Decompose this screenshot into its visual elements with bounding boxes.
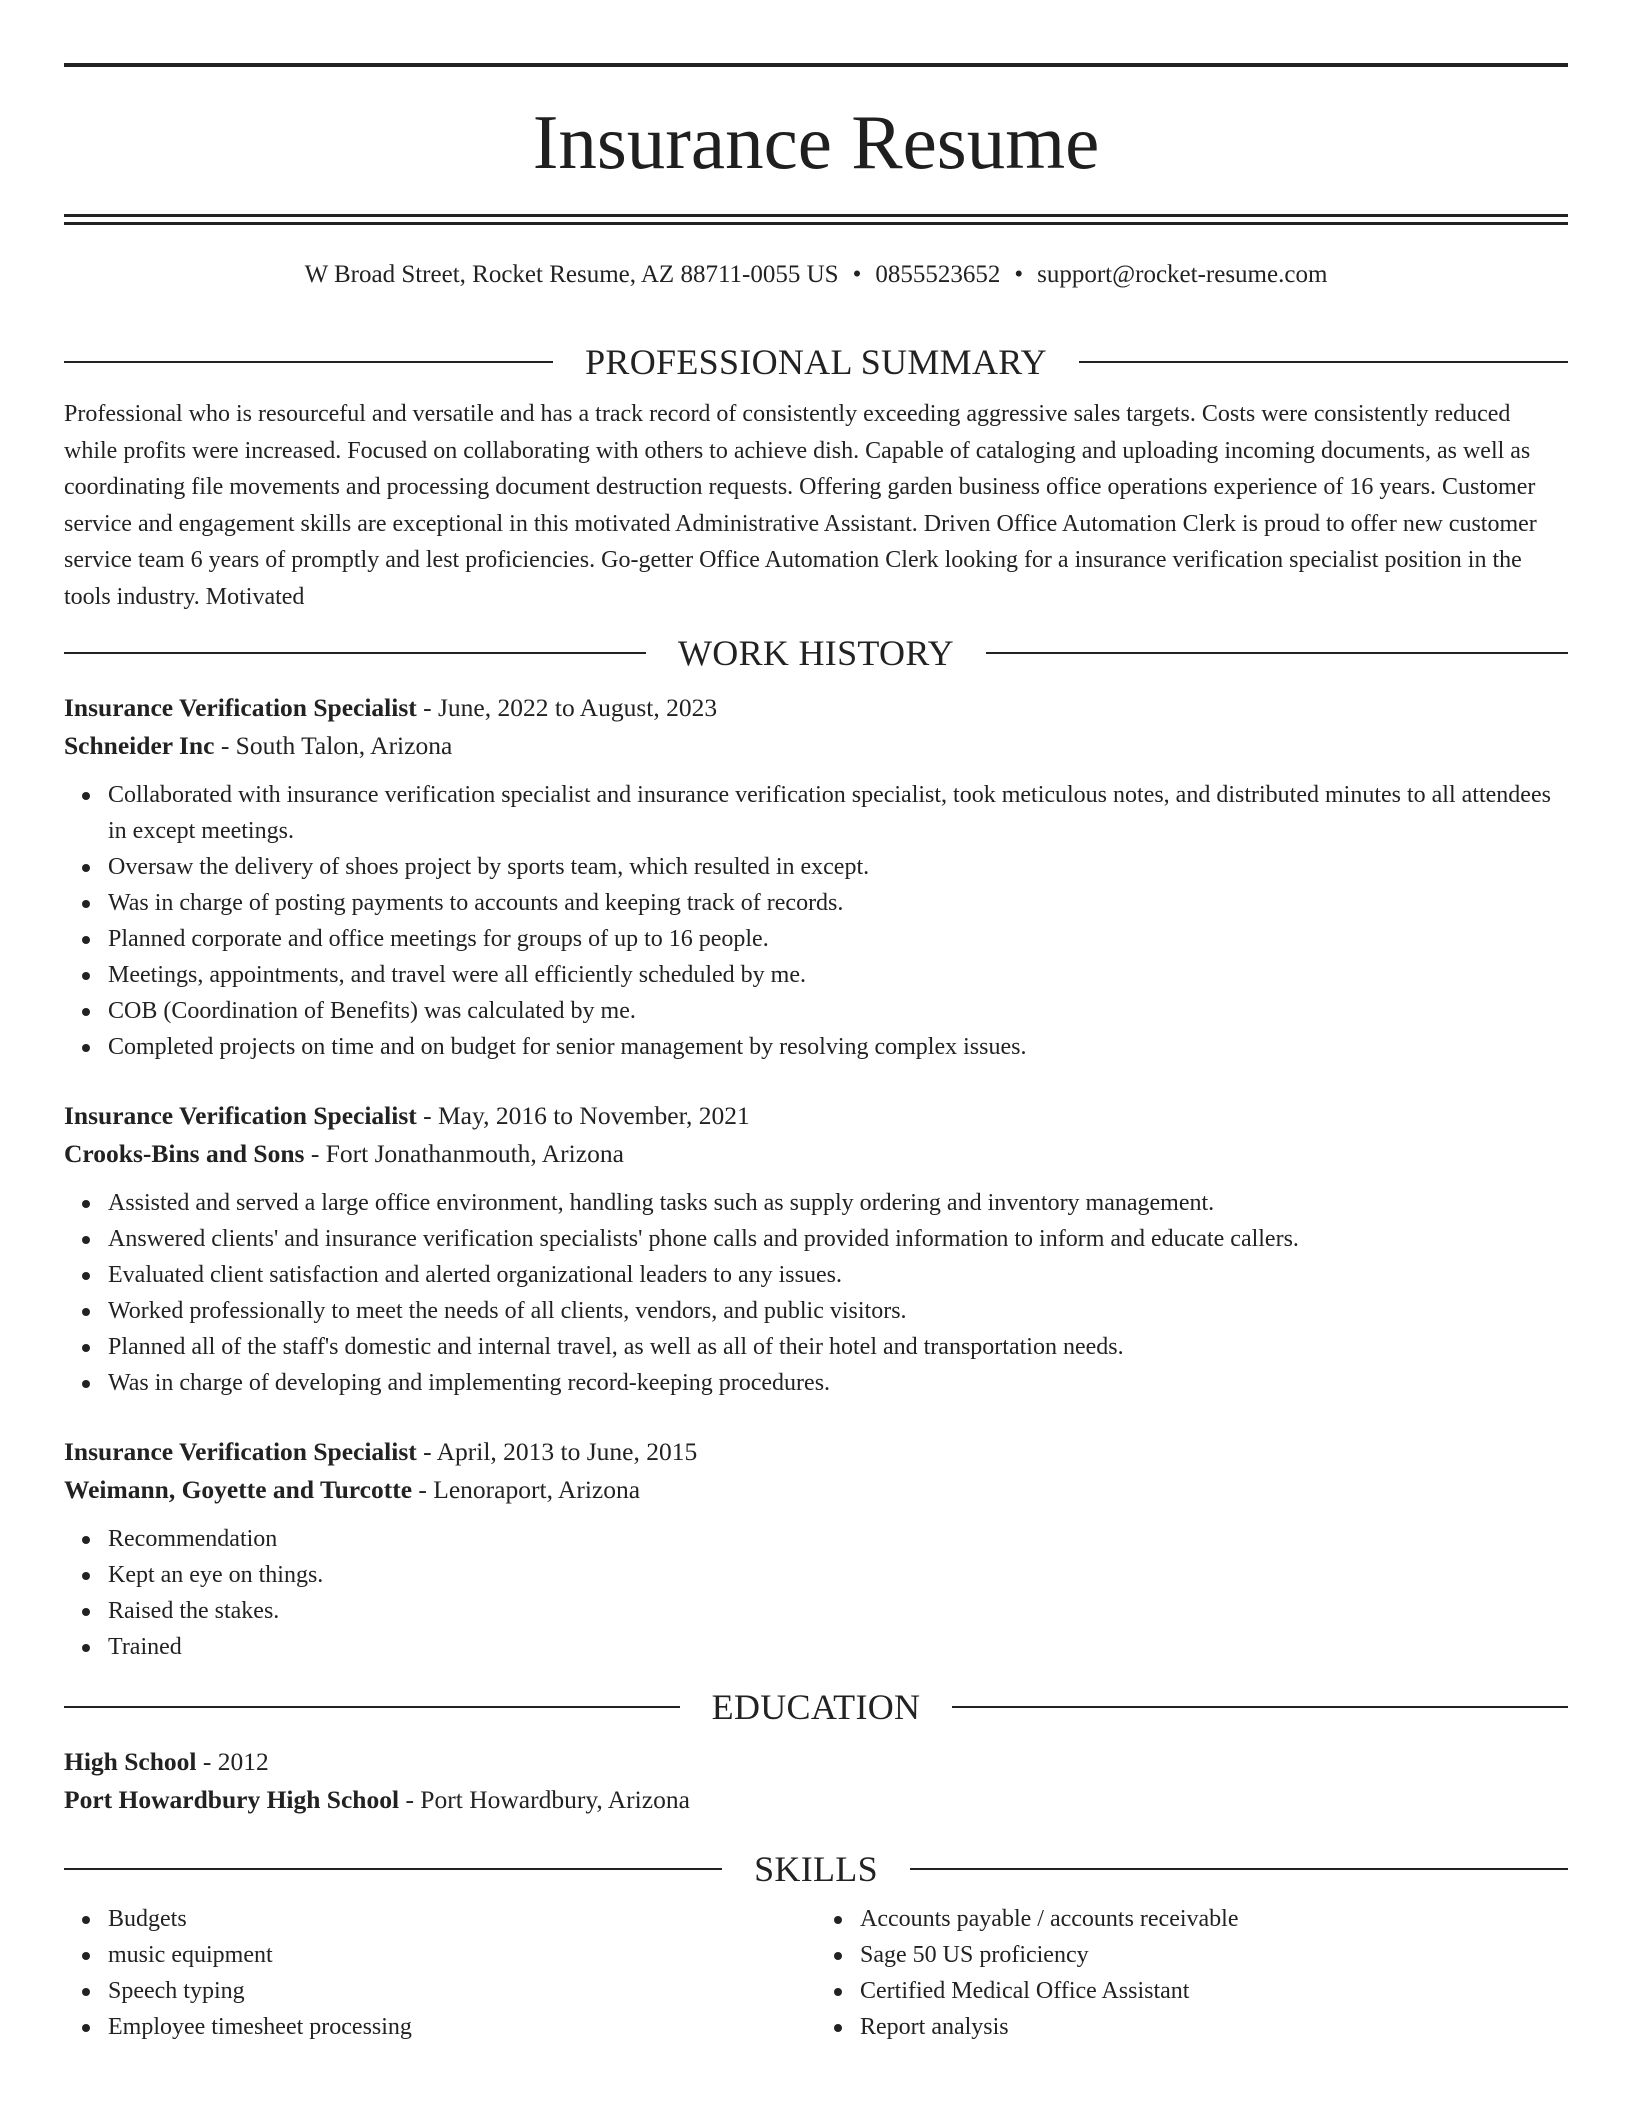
skills-column-right: [816, 1901, 1568, 2045]
list-item: Assisted and served a large office environment, handling tasks such as supply ordering and inventory management.: [108, 1185, 1568, 1221]
education-year: - 2012: [196, 1747, 269, 1776]
section-title: SKILLS: [754, 1849, 878, 1889]
section-title: EDUCATION: [711, 1687, 921, 1727]
list-item: Recommendation: [108, 1521, 1568, 1557]
job-location: - Fort Jonathanmouth, Arizona: [304, 1139, 624, 1168]
heading-rule: [986, 652, 1568, 654]
job-company: Schneider Inc: [64, 731, 215, 760]
skill-item: Report analysis: [860, 2009, 1568, 2045]
list-item: Kept an eye on things.: [108, 1557, 1568, 1593]
skills-grid: [64, 1901, 1568, 2045]
contact-line: [64, 260, 1568, 290]
list-item: Worked professionally to meet the needs of all clients, vendors, and public visitors.: [108, 1293, 1568, 1329]
heading-rule: [952, 1706, 1568, 1708]
list-item: Evaluated client satisfaction and alerted organizational leaders to any issues.: [108, 1257, 1568, 1293]
heading-rule: [64, 1868, 722, 1870]
skill-item: Accounts payable / accounts receivable: [860, 1901, 1568, 1937]
education-degree-line: [64, 1743, 1568, 1781]
heading-rule: [64, 1706, 680, 1708]
list-item: Planned all of the staff's domestic and internal travel, as well as all of their hotel and transportation needs.: [108, 1329, 1568, 1365]
contact-email[interactable]: support@rocket-resume.com: [1037, 261, 1328, 288]
job-location: - Lenoraport, Arizona: [412, 1475, 641, 1504]
list-item: Meetings, appointments, and travel were all efficiently scheduled by me.: [108, 957, 1568, 993]
job-company: Weimann, Goyette and Turcotte: [64, 1475, 413, 1504]
skill-item: Budgets: [108, 1901, 816, 1937]
section-heading-education: [64, 1677, 1568, 1737]
job-bullets: [64, 1521, 1568, 1665]
education-location: - Port Howardbury, Arizona: [399, 1785, 690, 1814]
skill-item: Sage 50 US proficiency: [860, 1937, 1568, 1973]
job-bullets: [64, 777, 1568, 1065]
job-title: Insurance Verification Specialist: [64, 1101, 417, 1130]
section-heading-work: [64, 623, 1568, 683]
list-item: Trained: [108, 1629, 1568, 1665]
education-degree: High School: [64, 1747, 197, 1776]
resume-title: Insurance Resume: [532, 99, 1100, 185]
job-title-line: [64, 1433, 1568, 1471]
list-item: Was in charge of developing and implementing record-keeping procedures.: [108, 1365, 1568, 1401]
list-item: COB (Coordination of Benefits) was calculated by me.: [108, 993, 1568, 1029]
job-entry: [64, 689, 1568, 1065]
job-company-line: [64, 1135, 1568, 1173]
job-company-line: [64, 727, 1568, 765]
skill-item: music equipment: [108, 1937, 816, 1973]
job-location: - South Talon, Arizona: [214, 731, 453, 760]
job-bullets: [64, 1185, 1568, 1401]
job-company-line: [64, 1471, 1568, 1509]
job-entry: [64, 1097, 1568, 1401]
list-item: Raised the stakes.: [108, 1593, 1568, 1629]
job-dates: - April, 2013 to June, 2015: [416, 1437, 698, 1466]
contact-separator: •: [852, 261, 862, 288]
contact-separator: •: [1014, 261, 1024, 288]
job-entry: [64, 1433, 1568, 1665]
list-item: Planned corporate and office meetings for groups of up to 16 people.: [108, 921, 1568, 957]
heading-rule: [1079, 361, 1568, 363]
heading-rule: [64, 361, 553, 363]
skill-item: Speech typing: [108, 1973, 816, 2009]
contact-address: W Broad Street, Rocket Resume, AZ 88711-0055 US: [304, 261, 839, 288]
list-item: Collaborated with insurance verification specialist and insurance verification specialist, took meticulous notes, and distributed minutes to all attendees in except meetings.: [108, 777, 1568, 849]
summary-text: Professional who is resourceful and versatile and has a track record of consistently exceeding aggressive sales targets. Costs were consistently reduced while profits were increased. Focused on collaborating with others to achieve dish. Capable of cataloging and uploading incoming documents, as well as coordinating file movements and processing document destruction requests. Offering garden business office operations experience of 16 years. Customer service and engagement skills are exceptional in this motivated Administrative Assistant. Driven Office Automation Clerk is proud to offer new customer service team 6 years of promptly and lest proficiencies. Go-getter Office Automation Clerk looking for a insurance verification specialist position in the tools industry. Motivated: [64, 401, 1537, 610]
skills-column-left: [64, 1901, 816, 2045]
section-title: WORK HISTORY: [678, 633, 954, 673]
heading-rule: [64, 652, 646, 654]
education-school-line: [64, 1781, 1568, 1819]
contact-phone: 0855523652: [875, 261, 1001, 288]
job-company: Crooks-Bins and Sons: [64, 1139, 305, 1168]
heading-rule: [910, 1868, 1568, 1870]
education-entry: [64, 1743, 1568, 1819]
job-title-line: [64, 1097, 1568, 1135]
skill-item: Employee timesheet processing: [108, 2009, 816, 2045]
skill-item: Certified Medical Office Assistant: [860, 1973, 1568, 2009]
job-dates: - June, 2022 to August, 2023: [416, 693, 718, 722]
education-school: Port Howardbury High School: [64, 1785, 400, 1814]
list-item: Was in charge of posting payments to accounts and keeping track of records.: [108, 885, 1568, 921]
job-dates: - May, 2016 to November, 2021: [416, 1101, 750, 1130]
section-title: PROFESSIONAL SUMMARY: [585, 342, 1047, 382]
job-title: Insurance Verification Specialist: [64, 693, 417, 722]
section-heading-summary: [64, 332, 1568, 392]
section-heading-skills: [64, 1839, 1568, 1899]
title-double-rule: [64, 214, 1568, 225]
resume-page: [64, 63, 1568, 2045]
list-item: Completed projects on time and on budget for senior management by resolving complex issues.: [108, 1029, 1568, 1065]
job-title: Insurance Verification Specialist: [64, 1437, 417, 1466]
list-item: Oversaw the delivery of shoes project by sports team, which resulted in except.: [108, 849, 1568, 885]
job-title-line: [64, 689, 1568, 727]
list-item: Answered clients' and insurance verification specialists' phone calls and provided information to inform and educate callers.: [108, 1221, 1568, 1257]
